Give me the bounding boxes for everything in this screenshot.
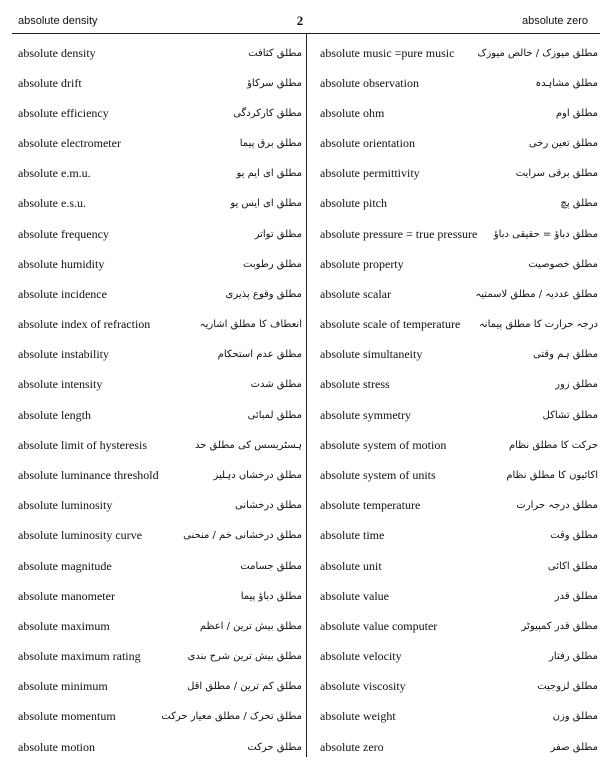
entry-urdu-translation: مطلق لزوجیت: [537, 681, 598, 693]
dictionary-entry: [320, 551, 600, 581]
entry-urdu-translation: مطلق دباؤ پیما: [240, 590, 302, 602]
entry-urdu-translation: مطلق درخشاں دہلیز: [213, 469, 302, 481]
entry-term: absolute luminance threshold: [18, 467, 159, 482]
entry-term: absolute permittivity: [320, 166, 420, 181]
dictionary-entry: [320, 279, 600, 309]
entry-urdu-translation: مطلق ہم وقتی: [532, 349, 598, 361]
dictionary-entry: [18, 340, 304, 370]
entry-term: absolute temperature: [320, 498, 421, 513]
entry-urdu-translation: مطلق شدت: [250, 379, 302, 391]
entry-term: absolute system of motion: [320, 437, 447, 452]
dictionary-entry: [320, 68, 600, 98]
entry-term: absolute symmetry: [320, 407, 411, 422]
dictionary-entry: [320, 159, 600, 189]
entry-term: absolute density: [18, 45, 96, 60]
dictionary-entry: [320, 732, 600, 762]
entry-term: absolute maximum rating: [18, 649, 141, 664]
dictionary-entry: [320, 430, 600, 460]
entry-urdu-translation: مطلق خصوصیت: [528, 258, 598, 270]
entry-urdu-translation: مطلق صفر: [550, 741, 598, 753]
entry-term: absolute observation: [320, 75, 419, 90]
entry-term: absolute pitch: [320, 196, 387, 211]
entry-term: absolute frequency: [18, 226, 109, 241]
entry-term: absolute intensity: [18, 377, 103, 392]
entry-term: absolute e.s.u.: [18, 196, 86, 211]
entry-urdu-translation: مطلق لمبائی: [247, 409, 302, 421]
entry-term: absolute minimum: [18, 679, 108, 694]
dictionary-entry: [320, 249, 600, 279]
entry-urdu-translation: مطلق جسامت: [240, 560, 302, 572]
entry-term: absolute simultaneity: [320, 347, 423, 362]
entry-term: absolute value computer: [320, 618, 438, 633]
dictionary-entry: [18, 641, 304, 671]
dictionary-entry: [18, 219, 304, 249]
entry-urdu-translation: مطلق حرکت: [247, 741, 302, 753]
entry-urdu-translation: مطلق کثافت: [248, 47, 302, 59]
entry-urdu-translation: مطلق وزن: [552, 711, 598, 723]
entry-urdu-translation: ہسٹریسس کی مطلق حد: [194, 439, 302, 451]
entry-urdu-translation: مطلق برقی سرایت: [515, 168, 598, 180]
entry-urdu-translation: مطلق اوم: [555, 107, 598, 119]
entry-urdu-translation: مطلق درخشانی: [235, 500, 302, 512]
dictionary-entry: [18, 430, 304, 460]
dictionary-entry: [18, 249, 304, 279]
entry-urdu-translation: مطلق اکائی: [547, 560, 598, 572]
page-header: [0, 0, 600, 36]
entry-urdu-translation: مطلق درخشانی خم / منحنی: [183, 530, 302, 542]
page-number: 2: [296, 13, 304, 28]
entry-urdu-translation: مطلق زور: [555, 379, 598, 391]
entry-urdu-translation: مطلق پچ: [560, 198, 598, 210]
dictionary-entry: [18, 400, 304, 430]
entry-term: absolute motion: [18, 739, 95, 754]
entry-term: absolute scalar: [320, 286, 391, 301]
entry-term: absolute e.m.u.: [18, 166, 91, 181]
entry-term: absolute index of refraction: [18, 317, 151, 332]
entry-term: absolute viscosity: [320, 679, 406, 694]
dictionary-entry: [320, 98, 600, 128]
entry-term: absolute limit of hysteresis: [18, 437, 147, 452]
entry-urdu-translation: مطلق دباؤ = حقیقی دباؤ: [493, 228, 598, 240]
dictionary-entry: [18, 159, 304, 189]
entry-term: absolute manometer: [18, 588, 115, 603]
dictionary-entry: [18, 98, 304, 128]
entry-term: absolute stress: [320, 377, 390, 392]
entry-term: absolute length: [18, 407, 91, 422]
entry-term: absolute scale of temperature: [320, 317, 461, 332]
entry-term: absolute ohm: [320, 105, 385, 120]
right-column: [320, 38, 600, 762]
dictionary-entry: [18, 460, 304, 490]
dictionary-entry: [18, 129, 304, 159]
dictionary-entry: [320, 400, 600, 430]
dictionary-entry: [320, 129, 600, 159]
entry-term: absolute pressure = true pressure: [320, 226, 478, 241]
entry-term: absolute value: [320, 588, 389, 603]
dictionary-entry: [320, 460, 600, 490]
dictionary-entry: [18, 581, 304, 611]
entry-urdu-translation: انعطاف کا مطلق اشاریہ: [199, 319, 302, 331]
dictionary-entry: [18, 370, 304, 400]
entry-urdu-translation: مطلق عددیہ / مطلق لاسمتیہ: [475, 288, 598, 300]
dictionary-entry: [320, 672, 600, 702]
entry-urdu-translation: مطلق سرکاؤ: [247, 77, 302, 89]
entry-urdu-translation: مطلق کارکردگی: [233, 107, 302, 119]
entry-urdu-translation: مطلق تواتر: [254, 228, 302, 240]
entry-urdu-translation: مطلق ای ایم یو: [236, 168, 302, 180]
entry-urdu-translation: مطلق قدر کمپیوٹر: [521, 620, 598, 632]
dictionary-entry: [320, 340, 600, 370]
entry-urdu-translation: مطلق تشاکل: [542, 409, 598, 421]
dictionary-entry: [18, 732, 304, 762]
dictionary-entry: [320, 310, 600, 340]
entry-urdu-translation: مطلق عدم استحکام: [217, 349, 302, 361]
entry-term: absolute efficiency: [18, 105, 109, 120]
dictionary-entry: [18, 38, 304, 68]
dictionary-entry: [18, 491, 304, 521]
entry-term: absolute weight: [320, 709, 396, 724]
dictionary-entry: [18, 702, 304, 732]
entry-urdu-translation: مطلق بیش ترین شرح بندی: [187, 651, 302, 663]
entry-urdu-translation: مطلق تعین رخی: [528, 138, 598, 150]
entry-urdu-translation: حرکت کا مطلق نظام: [508, 439, 598, 451]
dictionary-entry: [18, 672, 304, 702]
dictionary-entry: [18, 279, 304, 309]
entry-urdu-translation: مطلق ای ایس یو: [230, 198, 302, 210]
entry-term: absolute orientation: [320, 136, 415, 151]
entry-urdu-translation: مطلق کم ترین / مطلق اقل: [187, 681, 302, 693]
entry-urdu-translation: مطلق رطوبت: [243, 258, 302, 270]
dictionary-entry: [18, 551, 304, 581]
entry-term: absolute zero: [320, 739, 384, 754]
dictionary-entry: [320, 219, 600, 249]
entry-term: absolute luminosity curve: [18, 528, 142, 543]
dictionary-entry: [320, 189, 600, 219]
entry-urdu-translation: مطلق مشاہدہ: [535, 77, 598, 89]
entry-term: absolute momentum: [18, 709, 116, 724]
entry-term: absolute time: [320, 528, 385, 543]
dictionary-entry: [18, 521, 304, 551]
entry-term: absolute magnitude: [18, 558, 112, 573]
entry-term: absolute instability: [18, 347, 109, 362]
entry-term: absolute drift: [18, 75, 82, 90]
entry-urdu-translation: درجہ حرارت کا مطلق پیمانہ: [478, 319, 598, 331]
entry-urdu-translation: مطلق میوزک / خالص میوزک: [477, 47, 598, 59]
header-first-term: absolute density: [18, 15, 98, 27]
left-column: [18, 38, 304, 762]
dictionary-entry: [320, 491, 600, 521]
entry-term: absolute electrometer: [18, 136, 121, 151]
dictionary-entry: [18, 310, 304, 340]
dictionary-entry: [320, 641, 600, 671]
entry-term: absolute humidity: [18, 256, 105, 271]
dictionary-entry: [320, 521, 600, 551]
entry-term: absolute music =pure music: [320, 45, 455, 60]
dictionary-entry: [320, 38, 600, 68]
entry-term: absolute property: [320, 256, 404, 271]
entry-term: absolute luminosity: [18, 498, 113, 513]
dictionary-entry: [320, 581, 600, 611]
entry-term: absolute incidence: [18, 286, 107, 301]
entry-urdu-translation: مطلق رفتار: [549, 651, 598, 663]
entry-term: absolute system of units: [320, 467, 436, 482]
entry-term: absolute velocity: [320, 649, 402, 664]
entry-urdu-translation: مطلق قدر: [554, 590, 598, 602]
entry-urdu-translation: مطلق درجہ حرارت: [516, 500, 598, 512]
dictionary-entry: [18, 189, 304, 219]
column-divider: [306, 33, 307, 757]
dictionary-entry: [320, 702, 600, 732]
entry-urdu-translation: مطلق برق پیما: [239, 138, 302, 150]
entry-urdu-translation: مطلق بیش ترین / اعظم: [199, 620, 302, 632]
entry-term: absolute unit: [320, 558, 382, 573]
entry-urdu-translation: مطلق وقت: [550, 530, 598, 542]
dictionary-entry: [320, 611, 600, 641]
entry-urdu-translation: مطلق تحرک / مطلق معیار حرکت: [161, 711, 302, 723]
dictionary-entry: [18, 68, 304, 98]
dictionary-entry: [18, 611, 304, 641]
dictionary-entry: [320, 370, 600, 400]
entry-urdu-translation: مطلق وقوع پذیری: [225, 288, 302, 300]
entry-urdu-translation: اکائیوں کا مطلق نظام: [506, 469, 598, 481]
header-last-term: absolute zero: [521, 15, 588, 27]
entry-term: absolute maximum: [18, 618, 110, 633]
